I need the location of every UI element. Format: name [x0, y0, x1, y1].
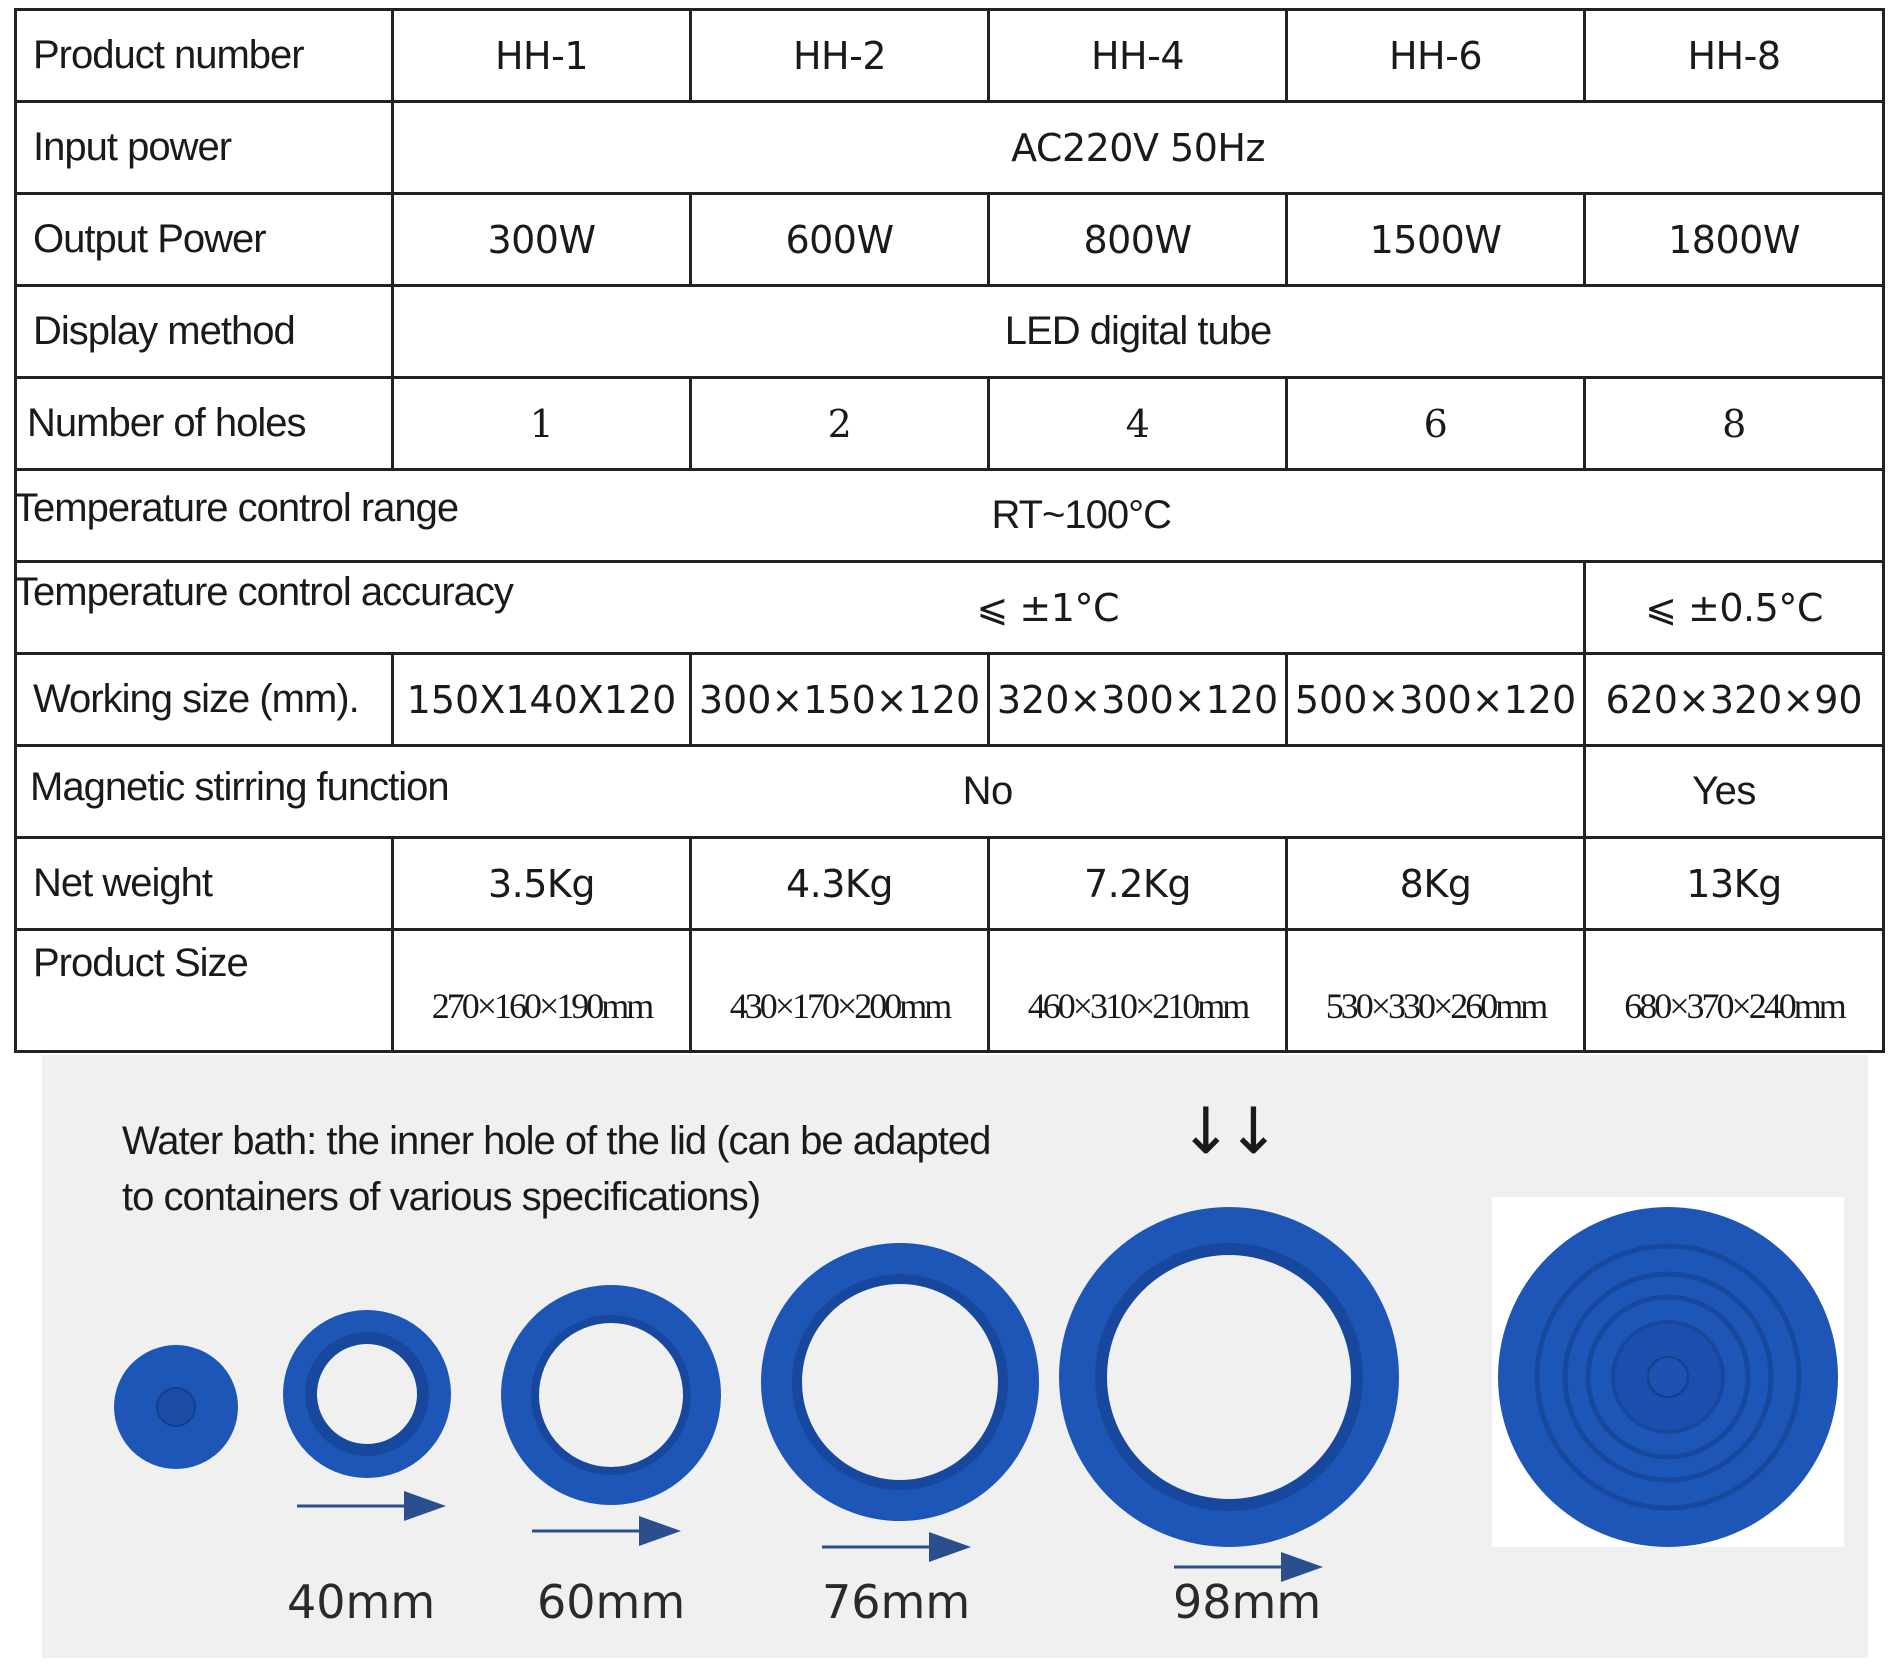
row-output-power: [16, 194, 1884, 286]
row-net-weight: [16, 838, 1884, 930]
working-size-hh4: 320×300×120: [989, 654, 1287, 746]
holes-hh4: 4: [989, 378, 1287, 470]
temp-accuracy-label: Temperature control accuracy: [14, 570, 513, 614]
product-size-hh8: 680×370×240mm: [1585, 930, 1884, 1052]
temp-range-value: RT~100°C: [393, 470, 1884, 562]
input-power-value: AC220V 50Hz: [393, 102, 1884, 194]
ring-lid-98mm: [1059, 1207, 1399, 1547]
product-size-hh6: 530×330×260mm: [1287, 930, 1585, 1052]
output-power-hh8: 1800W: [1585, 194, 1884, 286]
size-label-98mm: 98mm: [1173, 1575, 1322, 1629]
lid-caption-line2: to containers of various specifications): [122, 1175, 761, 1219]
stacked-lid-set: [1498, 1207, 1838, 1547]
net-weight-label: Net weight: [16, 838, 393, 930]
holes-hh1: 1: [393, 378, 691, 470]
down-arrows-icon: ↓↓: [1179, 1095, 1275, 1169]
product-size-hh1: 270×160×190mm: [393, 930, 691, 1052]
temp-range-label: Temperature control range: [14, 486, 459, 530]
working-size-hh6: 500×300×120: [1287, 654, 1585, 746]
model-hh1: HH-1: [393, 10, 691, 102]
lid-caption-line1: Water bath: the inner hole of the lid (can be adapted: [122, 1119, 991, 1163]
net-weight-hh4: 7.2Kg: [989, 838, 1287, 930]
net-weight-hh6: 8Kg: [1287, 838, 1585, 930]
magnetic-stirring-label: Magnetic stirring function: [30, 765, 449, 809]
row-display-method: [16, 286, 1884, 378]
model-hh8: HH-8: [1585, 10, 1884, 102]
temp-accuracy-value: ⩽ ±1°C: [393, 562, 1585, 654]
magnetic-stirring-hh8: Yes: [1585, 746, 1884, 838]
row-input-power: [16, 102, 1884, 194]
holes-hh6: 6: [1287, 378, 1585, 470]
ring-lid-40mm: [283, 1310, 451, 1478]
magnetic-stirring-value: No: [393, 746, 1585, 838]
model-hh2: HH-2: [691, 10, 989, 102]
number-of-holes-label: Number of holes: [16, 378, 393, 470]
net-weight-hh1: 3.5Kg: [393, 838, 691, 930]
product-size-label: Product Size: [16, 930, 393, 1052]
size-label-76mm: 76mm: [822, 1575, 971, 1629]
output-power-hh6: 1500W: [1287, 194, 1585, 286]
lid-panel: [42, 1055, 1868, 1658]
size-label-60mm: 60mm: [537, 1575, 686, 1629]
holes-hh8: 8: [1585, 378, 1884, 470]
display-method-value: LED digital tube: [393, 286, 1884, 378]
row-working-size: [16, 654, 1884, 746]
lid-caption: [122, 1113, 1042, 1225]
row-product-number: [16, 10, 1884, 102]
working-size-hh8: 620×320×90: [1585, 654, 1884, 746]
center-cap-lid: [114, 1345, 238, 1469]
net-weight-hh2: 4.3Kg: [691, 838, 989, 930]
output-power-hh4: 800W: [989, 194, 1287, 286]
ring-lid-76mm: [761, 1243, 1039, 1521]
output-power-hh1: 300W: [393, 194, 691, 286]
holes-hh2: 2: [691, 378, 989, 470]
product-number-label: Product number: [16, 10, 393, 102]
row-number-of-holes: [16, 378, 1884, 470]
input-power-label: Input power: [16, 102, 393, 194]
row-product-size: [16, 930, 1884, 1052]
working-size-hh2: 300×150×120: [691, 654, 989, 746]
ring-lid-60mm: [501, 1285, 721, 1505]
working-size-hh1: 150X140X120: [393, 654, 691, 746]
net-weight-hh8: 13Kg: [1585, 838, 1884, 930]
output-power-label: Output Power: [16, 194, 393, 286]
size-label-40mm: 40mm: [287, 1575, 436, 1629]
output-power-hh2: 600W: [691, 194, 989, 286]
display-method-label: Display method: [16, 286, 393, 378]
model-hh4: HH-4: [989, 10, 1287, 102]
temp-accuracy-hh8: ⩽ ±0.5°C: [1585, 562, 1884, 654]
product-size-hh4: 460×310×210mm: [989, 930, 1287, 1052]
working-size-label: Working size (mm).: [16, 654, 393, 746]
product-size-hh2: 430×170×200mm: [691, 930, 989, 1052]
model-hh6: HH-6: [1287, 10, 1585, 102]
